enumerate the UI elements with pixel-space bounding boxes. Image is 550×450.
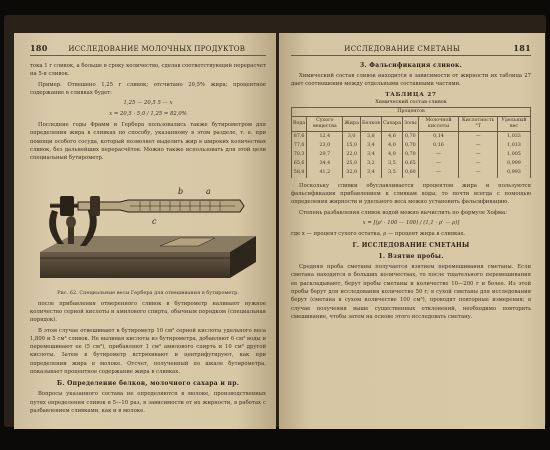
table-cell: 22,0 xyxy=(343,150,361,159)
table-cell: — xyxy=(418,159,459,168)
right-running-title: ИССЛЕДОВАНИЕ СМЕТАНЫ xyxy=(344,45,461,53)
table-cell: 0,14 xyxy=(418,131,459,141)
table-cell: 0,60 xyxy=(402,168,418,177)
table-header-cell: Сахара xyxy=(381,116,402,131)
table-cell: 3,4 xyxy=(360,168,381,177)
left-running-title: ИССЛЕДОВАНИЕ МОЛОЧНЫХ ПРОДУКТОВ xyxy=(68,45,246,53)
table-group-header: Процентов xyxy=(292,107,531,116)
table-cell: — xyxy=(418,168,459,177)
right-heading-falsification: 3. Фальсификация сливок. xyxy=(360,62,462,69)
table-cell: — xyxy=(459,141,498,150)
table-cell: 58,8 xyxy=(292,168,307,177)
table-row xyxy=(292,150,531,159)
composition-table xyxy=(291,107,531,178)
table-row xyxy=(292,141,531,150)
right-paragraph-4: где x — процент сухого остатка, ρ — процент жира в сливках. xyxy=(291,230,466,237)
table-cell: 41,2 xyxy=(307,168,343,177)
table-cell: 3,4 xyxy=(360,141,381,150)
table-cell: 0,70 xyxy=(402,131,418,141)
table-cell: — xyxy=(459,150,498,159)
gerber-scale-illustration xyxy=(30,166,266,288)
right-paragraph-1: Химический состав сливок находится в зависимости от жирности их таблица 27 дает соотношения между отдельными составными частями. xyxy=(291,73,531,88)
table-cell: 0,65 xyxy=(402,159,418,168)
table-cell: 23,0 xyxy=(307,141,343,150)
table-header-cell: Белков xyxy=(360,116,381,131)
table-cell: 1,005 xyxy=(498,150,531,159)
table-title: ТАБЛИЦА 27 xyxy=(385,91,437,98)
table-cell: 12,4 xyxy=(307,131,343,141)
table-cell: 0,993 xyxy=(498,168,531,177)
left-paragraph-6: Вопросы указанного состава не определяются в молоке, производственных путях определения сливок в 5—10 раз, в зависимости от их жирности, в работах с разбавлением сливками, как и в молоке. xyxy=(30,391,266,414)
table-cell: 3,8 xyxy=(360,131,381,141)
right-formula: x = [(ρ' · 100 — 100) / (1,1 · ρ' — ρ)] xyxy=(362,219,460,226)
left-paragraph-3: Последние годы Фрамм и Гербера пользовались также бутирометром для определения жира в сливках по способу, указанному в этом разделе, т. е. при помощи особого сосуда, который позволяет выделить жир в широких количествах сливок, без дальнейших перерасчётов. Можно также использовать для этой цели специальный бутирометр. xyxy=(30,122,266,162)
left-paragraph-1: тока 1 г сливок, а больше в сроку количество, сделав соответствующий перерасчет на 5-я сливок. xyxy=(30,63,266,78)
table-cell: 15,0 xyxy=(343,141,361,150)
table-cell: 3,2 xyxy=(360,159,381,168)
table-cell: 70,3 xyxy=(292,150,307,159)
table-cell: 0,999 xyxy=(498,159,531,168)
table-cell: 77,0 xyxy=(292,141,307,150)
label-b: b xyxy=(178,186,184,196)
stopper xyxy=(60,196,74,216)
left-page xyxy=(14,33,276,429)
table-cell: 25,0 xyxy=(343,159,361,168)
table-cell: — xyxy=(418,150,459,159)
table-header-cell: Золы xyxy=(402,116,418,131)
table-cell: 4,0 xyxy=(381,150,402,159)
table-header-cell: Сухого вещества xyxy=(307,116,343,131)
left-running-head xyxy=(30,43,266,56)
open-book xyxy=(4,15,546,427)
table-cell: 0,70 xyxy=(402,150,418,159)
right-paragraph-3: Степень разбавления сливок водой можно вычислить по формуле Хофма: xyxy=(299,209,507,216)
table-row xyxy=(292,131,531,141)
base-front xyxy=(40,252,230,278)
right-paragraph-5: Средняя проба сметаны получается взятием перемешивания сметаны. Если сметана находится в больших количествах, то после тщательного перемешивания ее раскладывают, берут пробы сметаны и количестве 10—200 г и более. Из этой пробы берут для исследования количество 50 г; в сухой сметаны для исследования берут (сметана в сухом количестве 100 см³), проводят повторные измерения; в случае получения выше существенных отклонений, необходимо повторить смешивание, чтобы затем на основе этого исследовать сметану. xyxy=(291,264,531,320)
table-cell: — xyxy=(459,168,498,177)
label-B: B xyxy=(88,230,94,240)
right-running-head xyxy=(291,43,531,56)
right-heading-sour-cream: Г. ИССЛЕДОВАНИЕ СМЕТАНЫ xyxy=(352,242,470,250)
table-header-cell: Жира xyxy=(343,116,361,131)
table-cell: 32,0 xyxy=(343,168,361,177)
right-heading-sampling: 1. Взятие пробы. xyxy=(378,253,444,261)
table-header-cell: Удельный вес xyxy=(498,116,531,131)
left-page-number: 180 xyxy=(30,43,48,53)
gerber-scale-figure xyxy=(30,166,266,288)
table-header-cell: Молочной кислоты xyxy=(418,116,459,131)
table-cell: 3,5 xyxy=(381,159,402,168)
figure-caption: Рис. 62. Специальные весы Гербера для отвешивания в бутирометр. xyxy=(57,289,239,296)
left-paragraph-4: после прибавления отмеренного сливок в бутирометр наливают нужное количество серной кислоты и амилового спирта, обычным порядком (специальная порядок). xyxy=(30,300,266,324)
table-cell: 0,16 xyxy=(418,141,459,150)
table-cell: 4,0 xyxy=(381,141,402,150)
table-cell: 0,70 xyxy=(402,141,418,150)
counterweight xyxy=(66,216,76,228)
table-header-cell: Вода xyxy=(292,116,307,131)
left-paragraph-2: Пример. Отвешено 1,25 г сливок; отсчитано 20,5% жира; процентное содержание в сливках будет: xyxy=(30,81,266,96)
right-page xyxy=(279,33,545,429)
table-cell: 29,7 xyxy=(307,150,343,159)
right-page-number: 181 xyxy=(513,43,531,53)
label-a: a xyxy=(206,186,211,196)
table-row xyxy=(292,168,531,177)
table-subtitle: Химический состав сливок xyxy=(375,98,447,105)
left-formula-1: 1,25 — 20,5 5 — x xyxy=(123,100,173,107)
table-cell: 3,0 xyxy=(343,131,361,141)
table-cell: 1,013 xyxy=(498,141,531,150)
table-cell: — xyxy=(459,159,498,168)
table-header-cell: Кислотность °Т xyxy=(459,116,498,131)
label-c: c xyxy=(152,216,157,226)
table-row xyxy=(292,159,531,168)
table-cell: 4,6 xyxy=(381,131,402,141)
table-cell: 1,033 xyxy=(498,131,531,141)
left-section-heading: Б. Определение белков, молочного сахара и пр. xyxy=(56,380,240,388)
table-cell: 65,6 xyxy=(292,159,307,168)
left-formula-2: x = 20,5 · 5,0 / 1,25 = 82,0% xyxy=(109,111,187,118)
table-cell: 34,4 xyxy=(307,159,343,168)
table-cell: — xyxy=(459,131,498,141)
right-paragraph-2: Поскольку сливки обуславливается процентом жира и пользуются фальсификация прибавлением к сливкам воды, то почти всегда с помощью определения жирности и удельного веса можно установить фальсификацию. xyxy=(291,182,531,206)
table-cell: 3,4 xyxy=(360,150,381,159)
table-cell: 87,6 xyxy=(292,131,307,141)
left-paragraph-5: В этом случае отвешивают в бутирометр 10 см³ серной кислоты удельного веса 1,800 и 5 см³ сливок. Не выливая кислоты из бутирометра, добавляют 6 см³ воды и перемешивают ее (5 см³), прибавляют 1 см³ амилового спирта и 10 см³ другой кислоты. Затем в бутирометр встряхивают и центрифугируют, как при определении жира в молоке. Отсчет, полученный по шкале бутирометра, показывает процентное содержание жира в сливках. xyxy=(30,327,266,376)
table-cell: 3,5 xyxy=(381,168,402,177)
